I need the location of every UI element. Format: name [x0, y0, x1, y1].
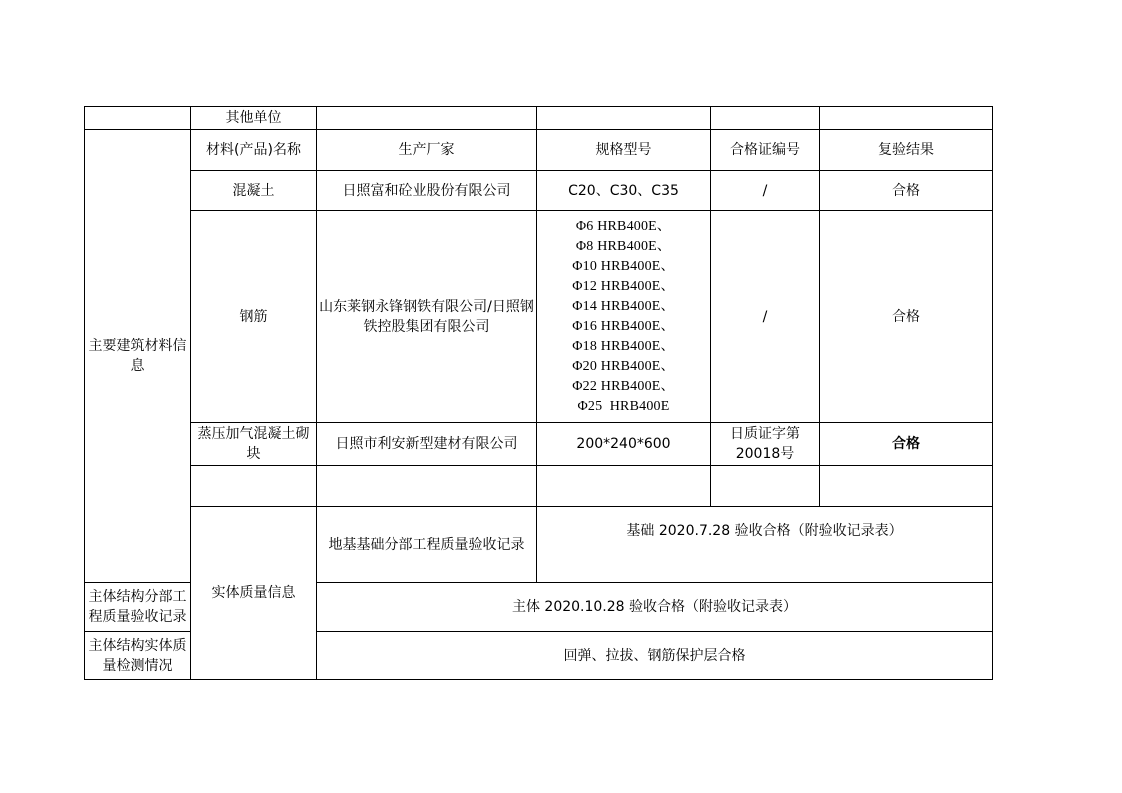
manufacturer: 日照市利安新型建材有限公司 [317, 423, 537, 466]
spec: 200*240*600 [537, 423, 711, 466]
material-name: 钢筋 [191, 211, 317, 423]
column-header: 生产厂家 [317, 130, 537, 171]
empty-cell [85, 107, 191, 130]
table-row [85, 171, 993, 211]
retest-result: 合格 [820, 211, 993, 423]
spec-line: Φ22 HRB400E、 [572, 378, 675, 394]
quality-info-table [84, 106, 993, 680]
spec: C20、C30、C35 [537, 171, 711, 211]
column-header: 材料(产品)名称 [191, 130, 317, 171]
spec-line: Φ6 HRB400E、 [575, 218, 672, 234]
table-row [85, 211, 993, 423]
table-row [85, 423, 993, 466]
spec-line: Φ12 HRB400E、 [572, 278, 675, 294]
material-name: 蒸压加气混凝土砌块 [191, 423, 317, 466]
table-header-row [85, 130, 993, 171]
quality-item-value: 主体 2020.10.28 验收合格（附验收记录表） [317, 583, 993, 632]
table-row [85, 107, 993, 130]
cert-number: / [711, 171, 820, 211]
quality-item-value: 基础 2020.7.28 验收合格（附验收记录表） [537, 507, 993, 583]
column-header: 合格证编号 [711, 130, 820, 171]
empty-cell [317, 107, 537, 130]
empty-cell [820, 107, 993, 130]
column-header: 复验结果 [820, 130, 993, 171]
empty-cell [820, 466, 993, 507]
empty-cell [711, 466, 820, 507]
empty-cell [317, 466, 537, 507]
spec-line: Φ16 HRB400E、 [572, 318, 675, 334]
retest-result: 合格 [820, 423, 993, 466]
quality-item-label: 主体结构分部工程质量验收记录 [85, 583, 191, 632]
manufacturer: 山东莱钢永锋钢铁有限公司/日照钢铁控股集团有限公司 [317, 211, 537, 423]
manufacturer: 日照富和砼业股份有限公司 [317, 171, 537, 211]
material-name: 混凝土 [191, 171, 317, 211]
empty-cell [711, 107, 820, 130]
quality-item-label: 地基基础分部工程质量验收记录 [317, 507, 537, 583]
spec-line: Φ14 HRB400E、 [572, 298, 675, 314]
quality-section-label: 实体质量信息 [191, 507, 317, 680]
empty-cell [191, 466, 317, 507]
spec-line: Φ25 HRB400E [577, 398, 670, 414]
table-row [85, 466, 993, 507]
cert-number: 日质证字第20018号 [711, 423, 820, 466]
materials-section-label: 主要建筑材料信息 [85, 130, 191, 583]
spec-line: Φ8 HRB400E、 [575, 238, 672, 254]
other-units-label: 其他单位 [191, 107, 317, 130]
empty-cell [537, 466, 711, 507]
table-row [85, 507, 993, 583]
cert-number: / [711, 211, 820, 423]
retest-result: 合格 [820, 171, 993, 211]
column-header: 规格型号 [537, 130, 711, 171]
quality-item-label: 主体结构实体质量检测情况 [85, 632, 191, 680]
quality-item-value: 回弹、拉拔、钢筋保护层合格 [317, 632, 993, 680]
spec-list [537, 211, 711, 423]
spec-line: Φ18 HRB400E、 [572, 338, 675, 354]
empty-cell [537, 107, 711, 130]
spec-line: Φ10 HRB400E、 [572, 258, 675, 274]
spec-line: Φ20 HRB400E、 [572, 358, 675, 374]
